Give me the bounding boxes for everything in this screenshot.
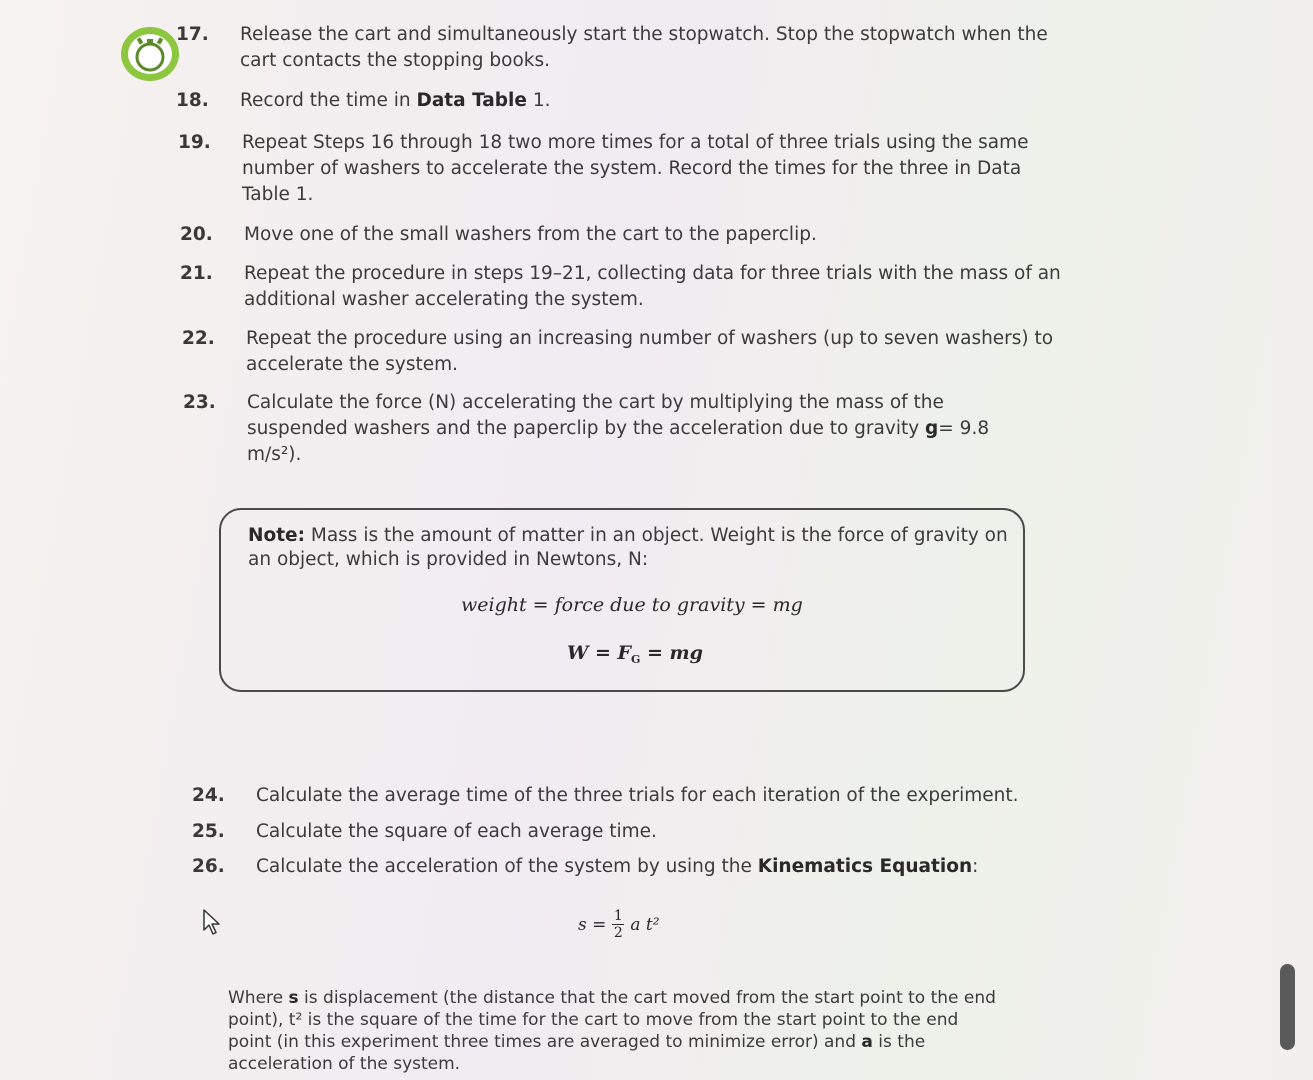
mouse-cursor-icon bbox=[202, 908, 224, 936]
step-text: Calculate the acceleration of the system by using the bbox=[256, 856, 758, 877]
note-body: Mass is the amount of matter in an object. Weight is the force of gravity on an object, which is provided in Newtons, N: bbox=[248, 525, 1008, 570]
step-24 bbox=[192, 783, 1056, 809]
kinematics-label: Kinematics Equation bbox=[757, 856, 973, 877]
step-number: 23. bbox=[183, 392, 216, 413]
step-text-end: = 9.8 m/s²). bbox=[247, 418, 990, 465]
equation-lhs: s = bbox=[578, 914, 607, 935]
step-20 bbox=[180, 222, 1074, 248]
step-text: Repeat the procedure using an increasing number of washers (up to seven washers) to accelerate the system. bbox=[246, 328, 1054, 375]
step-text: Release the cart and simultaneously start the stopwatch. Stop the stopwatch when the cart contacts the stopping books. bbox=[240, 24, 1048, 71]
step-text-end: : bbox=[972, 856, 979, 877]
step-text: Calculate the square of each average time. bbox=[256, 821, 657, 842]
stopwatch-icon bbox=[118, 24, 182, 84]
kinematics-equation bbox=[578, 908, 660, 941]
step-17 bbox=[176, 22, 1070, 74]
step-text: Calculate the force (N) accelerating the cart by multiplying the mass of the suspended washers and the paperclip by the acceleration due to gravity bbox=[247, 392, 944, 439]
step-text-end: 1. bbox=[526, 90, 551, 111]
equation-rhs: a t² bbox=[630, 914, 660, 935]
displacement-symbol: s bbox=[288, 988, 299, 1008]
equation-subscript: G bbox=[630, 653, 641, 666]
step-21 bbox=[180, 261, 1074, 313]
step-25 bbox=[192, 819, 1056, 845]
weight-equation: weight = force due to gravity = mg bbox=[461, 594, 803, 616]
gravity-symbol: g bbox=[925, 418, 939, 439]
step-number: 20. bbox=[180, 224, 213, 245]
step-number: 17. bbox=[176, 24, 209, 45]
equation-left: W = F bbox=[567, 642, 631, 664]
where-paragraph bbox=[228, 987, 998, 1075]
where-text: is the acceleration of the system. bbox=[228, 1032, 926, 1074]
where-text: Where bbox=[228, 988, 289, 1008]
note-box bbox=[219, 508, 1025, 692]
step-text: Repeat the procedure in steps 19–21, collecting data for three trials with the mass of an additional washer accelerating the system. bbox=[244, 263, 1061, 310]
step-18 bbox=[176, 88, 1070, 114]
step-23 bbox=[183, 390, 1037, 468]
equation-right: = mg bbox=[640, 642, 703, 664]
where-text: is displacement (the distance that the cart moved from the start point to the end point), t² is the square of the time for the cart to move from the start point to the end point (in this experiment three times are averaged to minimize error) and bbox=[228, 988, 996, 1052]
step-text: Record the time in bbox=[240, 90, 417, 111]
scrollbar-thumb[interactable] bbox=[1280, 964, 1295, 1050]
step-number: 26. bbox=[192, 856, 225, 877]
step-text: Repeat Steps 16 through 18 two more times for a total of three trials using the same number of washers to accelerate the system. Record the times for the three in Data Table 1. bbox=[242, 132, 1029, 205]
step-19 bbox=[178, 130, 1072, 208]
note-text bbox=[248, 524, 1008, 572]
note-label: Note: bbox=[248, 525, 305, 546]
step-number: 19. bbox=[178, 132, 211, 153]
data-table-label: Data Table bbox=[416, 90, 527, 111]
fraction bbox=[612, 908, 624, 941]
step-number: 18. bbox=[176, 90, 209, 111]
step-text: Calculate the average time of the three trials for each iteration of the experiment. bbox=[256, 785, 1019, 806]
step-22 bbox=[182, 326, 1076, 378]
step-26 bbox=[192, 854, 1056, 880]
acceleration-symbol: a bbox=[861, 1032, 873, 1052]
fraction-denominator: 2 bbox=[613, 925, 623, 941]
step-number: 21. bbox=[180, 263, 213, 284]
step-number: 24. bbox=[192, 785, 225, 806]
step-number: 22. bbox=[182, 328, 215, 349]
weight-force-equation bbox=[567, 642, 703, 666]
step-text: Move one of the small washers from the cart to the paperclip. bbox=[244, 224, 817, 245]
step-number: 25. bbox=[192, 821, 225, 842]
fraction-numerator: 1 bbox=[613, 908, 623, 924]
